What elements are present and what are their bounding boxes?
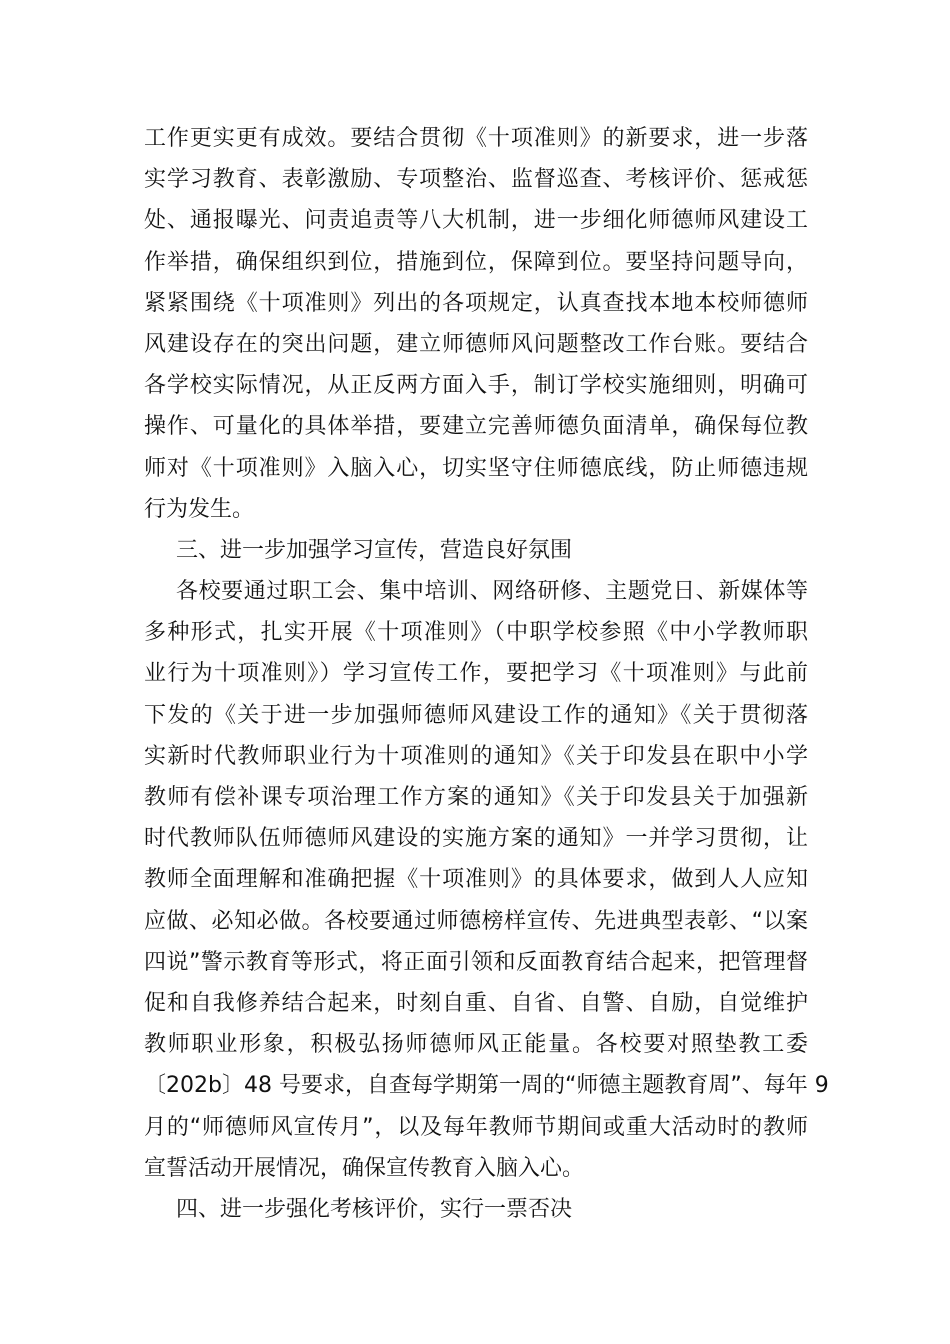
text-line: 处、通报曝光、问责追责等八大机制，进一步细化师德师风建设工 bbox=[144, 208, 808, 234]
text-line: 下发的《关于进一步加强师德师风建设工作的通知》《关于贯彻落 bbox=[144, 702, 808, 728]
text-line: 教师有偿补课专项治理工作方案的通知》《关于印发县关于加强新 bbox=[144, 785, 808, 810]
text-line: 各学校实际情况，从正反两方面入手，制订学校实施细则，明确可 bbox=[144, 373, 808, 399]
text-line: 教师职业形象，积极弘扬师德师风正能量。各校要对照垫教工委 bbox=[144, 1032, 808, 1058]
text-line: 各校要通过职工会、集中培训、网络研修、主题党日、新媒体等 bbox=[176, 579, 808, 605]
text-line: 操作、可量化的具体举措，要建立完善师德负面清单，确保每位教 bbox=[144, 414, 808, 440]
text-line: 促和自我修养结合起来，时刻自重、自省、自警、自励，自觉维护 bbox=[144, 990, 808, 1016]
text-line: 宣誓活动开展情况，确保宣传教育入脑入心。 bbox=[144, 1155, 585, 1181]
section-heading: 四、进一步强化考核评价，实行一票否决 bbox=[176, 1196, 573, 1222]
document-body bbox=[144, 118, 829, 1230]
section-heading: 三、进一步加强学习宣传，营造良好氛围 bbox=[176, 537, 573, 563]
text-line: 业行为十项准则》）学习宣传工作，要把学习《十项准则》与此前 bbox=[144, 661, 808, 687]
text-line: 多种形式，扎实开展《十项准则》（中职学校参照《中小学教师职 bbox=[144, 620, 808, 646]
text-line: 四说”警示教育等形式，将正面引领和反面教育结合起来，把管理督 bbox=[144, 949, 808, 975]
text-line: 〔202b〕48 号要求，自查每学期第一周的“师德主题教育周”、每年 9 bbox=[144, 1073, 829, 1099]
text-line: 工作更实更有成效。要结合贯彻《十项准则》的新要求，进一步落 bbox=[144, 126, 808, 151]
text-line: 行为发生。 bbox=[144, 496, 255, 522]
text-line: 实学习教育、表彰激励、专项整治、监督巡查、考核评价、惩戒惩 bbox=[144, 167, 808, 193]
text-line: 实新时代教师职业行为十项准则的通知》《关于印发县在职中小学 bbox=[144, 743, 808, 769]
text-line: 作举措，确保组织到位，措施到位，保障到位。要坚持问题导向， bbox=[144, 249, 808, 275]
text-line: 应做、必知必做。各校要通过师德榜样宣传、先进典型表彰、“以案 bbox=[144, 908, 808, 934]
text-line: 教师全面理解和准确把握《十项准则》的具体要求，做到人人应知 bbox=[144, 867, 808, 893]
text-line: 风建设存在的突出问题，建立师德师风问题整改工作台账。要结合 bbox=[144, 331, 808, 357]
text-line: 时代教师队伍师德师风建设的实施方案的通知》一并学习贯彻，让 bbox=[144, 826, 808, 852]
text-line: 师对《十项准则》入脑入心，切实坚守住师德底线，防止师德违规 bbox=[144, 455, 808, 481]
text-line: 紧紧围绕《十项准则》列出的各项规定，认真查找本地本校师德师 bbox=[144, 290, 808, 316]
text-line: 月的“师德师风宣传月”，以及每年教师节期间或重大活动时的教师 bbox=[144, 1114, 808, 1140]
